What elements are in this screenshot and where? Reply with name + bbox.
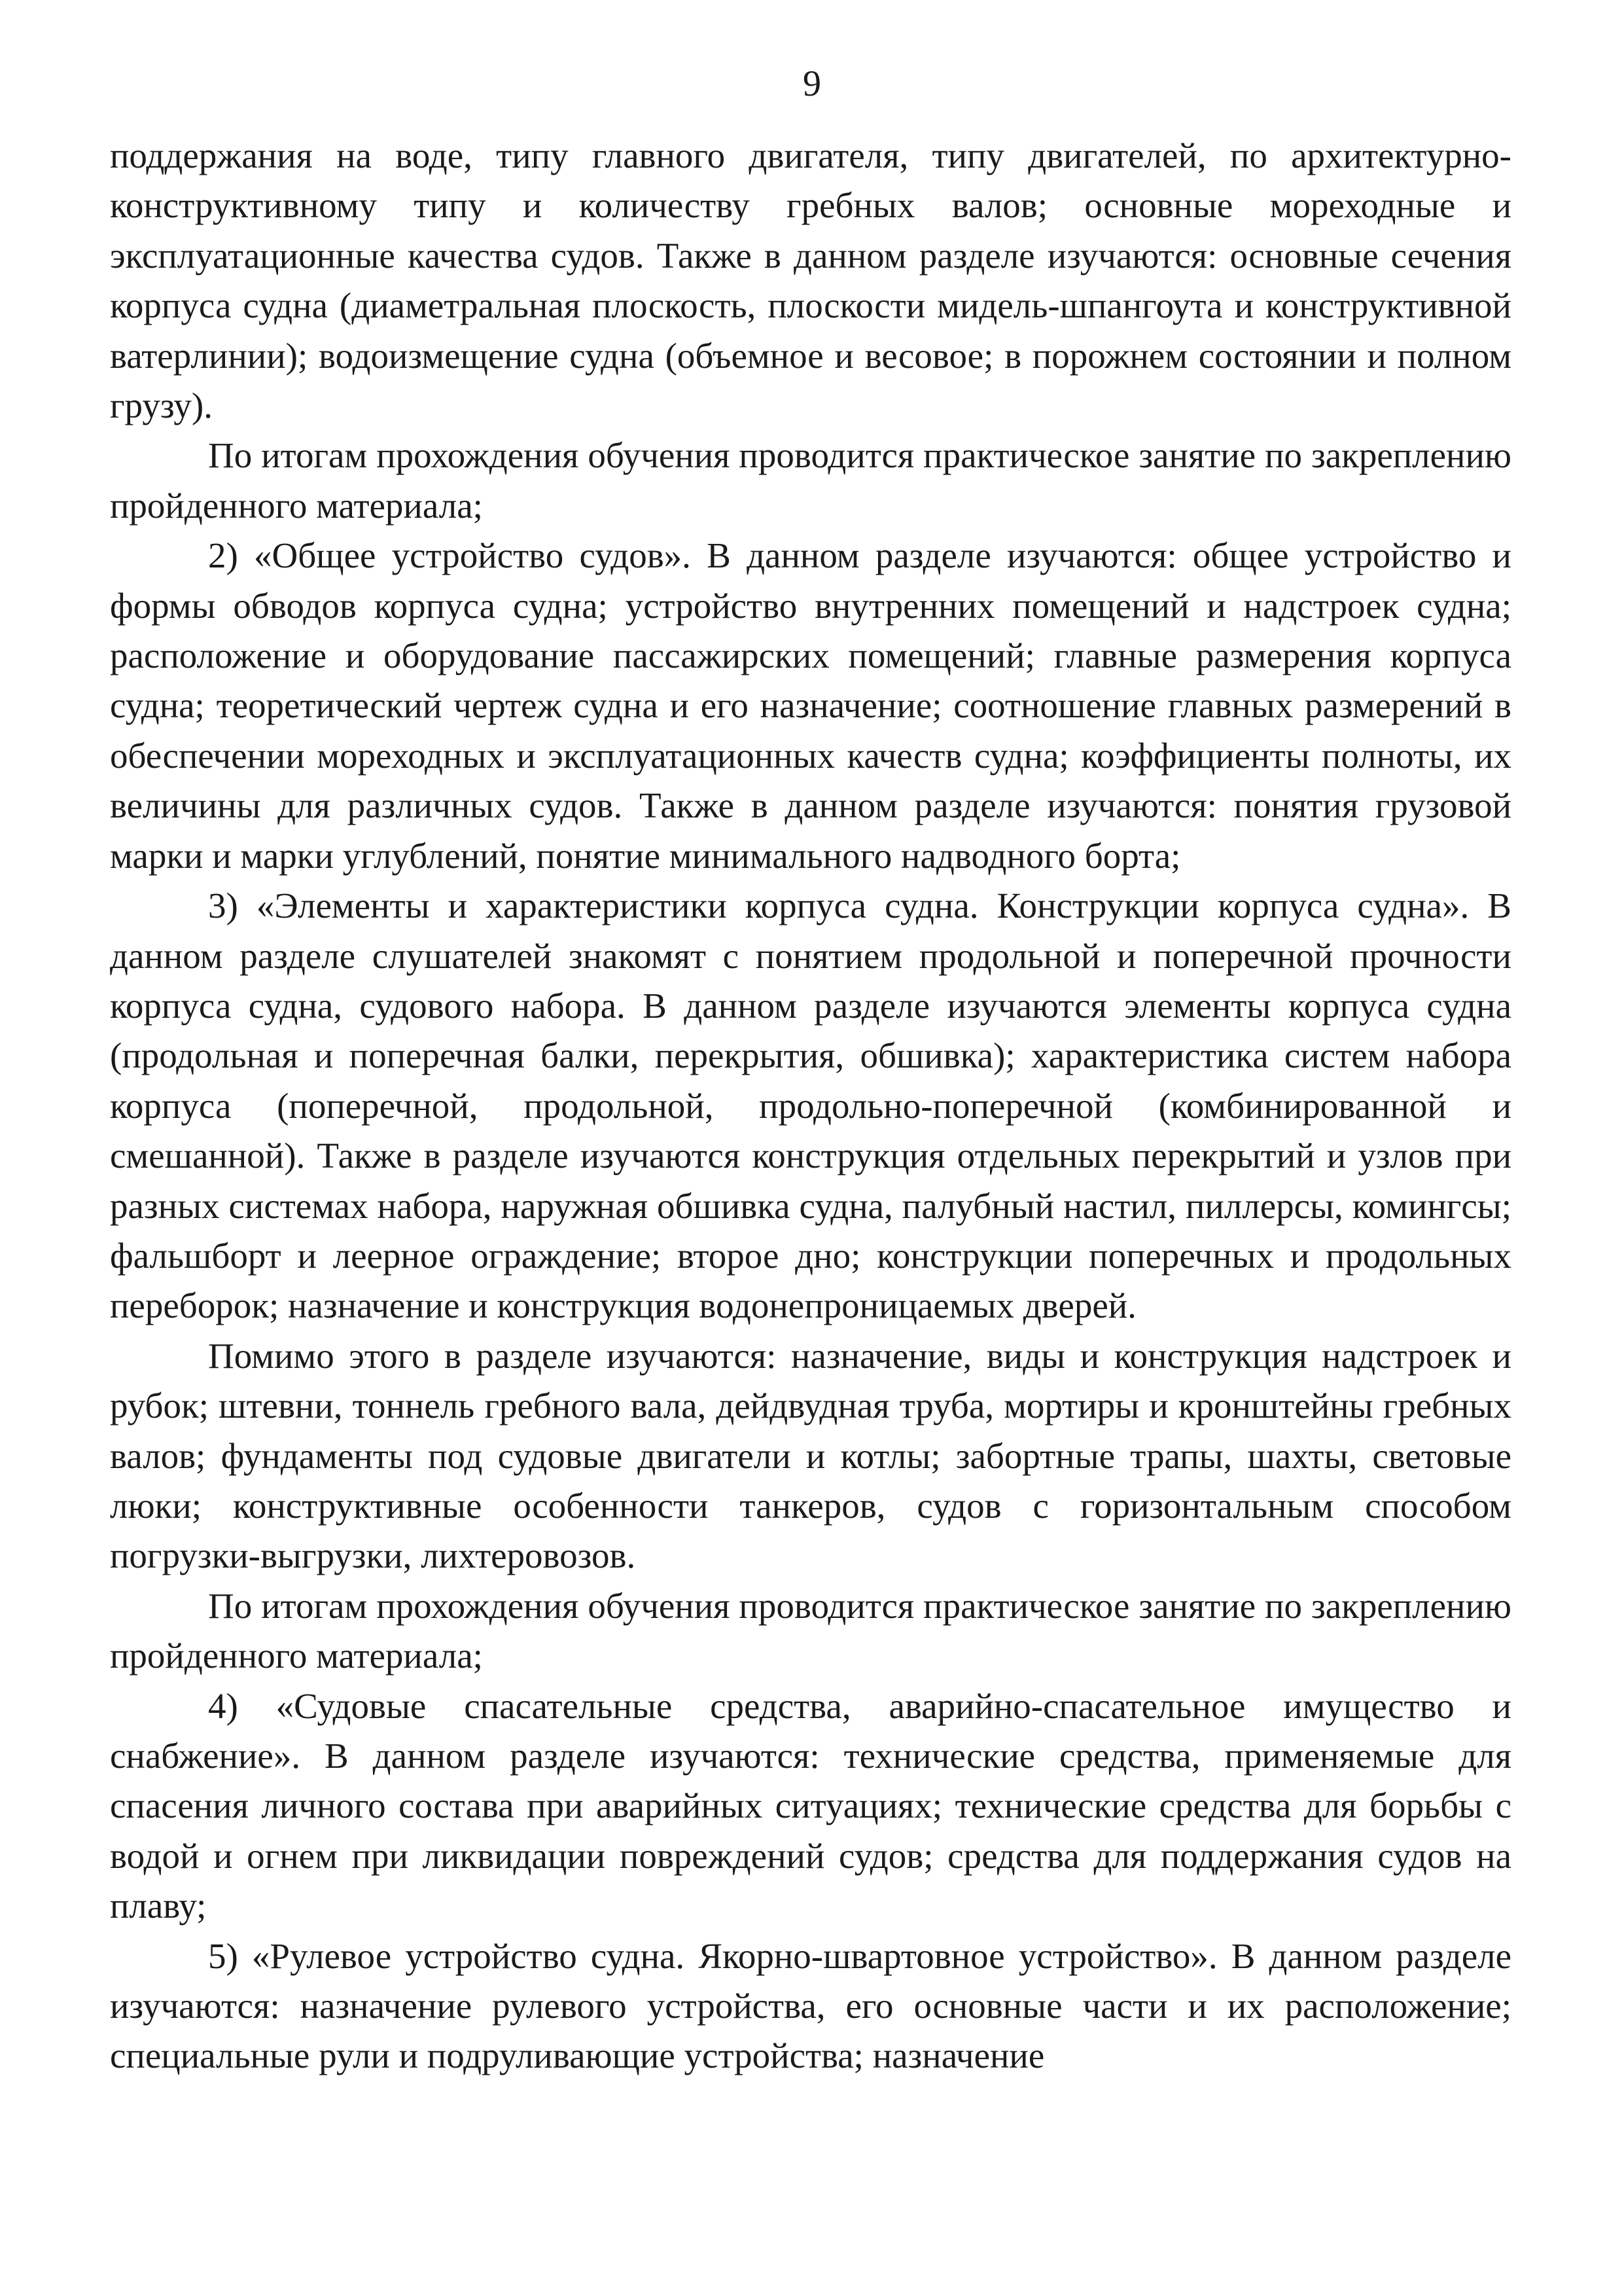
paragraph-section-2: 2) «Общее устройство судов». В данном разделе изучаются: общее устройство и формы обводов корпуса судна; устройство внутренних помещений и надстроек судна; расположение и оборудование пассажирских помещений; главные размерения корпуса судна; теоретический чертеж судна и его назначение; соотношение главных размерений в обеспечении мореходных и эксплуатационных качеств судна; коэффициенты полноты, их величины для различных судов. Также в данном разделе изучаются: понятия грузовой марки и марки углублений, понятие минимального надводного борта; xyxy=(110,535,1511,876)
paragraph-section-3-continued: Помимо этого в разделе изучаются: назначение, виды и конструкция надстроек и рубок; штевни, тоннель гребного вала, дейдвудная труба, мортиры и кронштейны гребных валов; фундаменты под судовые двигатели и котлы; забортные трапы, шахты, световые люки; конструктивные особенности танкеров, судов с горизонтальным способом погрузки-выгрузки, лихтеровозов. xyxy=(110,1335,1511,1576)
page-number: 9 xyxy=(803,63,821,104)
paragraph-section-5: 5) «Рулевое устройство судна. Якорно-швартовное устройство». В данном разделе изучаются: назначение рулевого устройства, его основные части и их расположение; специальные рули и подруливающие устройства; назначение xyxy=(110,1935,1511,2076)
paragraph-practice-note-2: По итогам прохождения обучения проводится практическое занятие по закреплению пройденного материала; xyxy=(110,1585,1511,1676)
paragraph-practice-note-1: По итогам прохождения обучения проводится практическое занятие по закреплению пройденного материала; xyxy=(110,435,1511,526)
paragraph-section-3: 3) «Элементы и характеристики корпуса судна. Конструкции корпуса судна». В данном разделе слушателей знакомят с понятием продольной и поперечной прочности корпуса судна, судового набора. В данном разделе изучаются элементы корпуса судна (продольная и поперечная балки, перекрытия, обшивка); характеристика систем набора корпуса (поперечной, продольной, продольно-поперечной (комбинированной и смешанной). Также в разделе изучаются конструкция отдельных перекрытий и узлов при разных системах набора, наружная обшивка судна, палубный настил, пиллерсы, комингсы; фальшборт и леерное ограждение; второе дно; конструкции поперечных и продольных переборок; назначение и конструкция водонепроницаемых дверей. xyxy=(110,886,1511,1326)
paragraph-continuation: поддержания на воде, типу главного двигателя, типу двигателей, по архитектурно-конструктивному типу и количеству гребных валов; основные мореходные и эксплуатационные качества судов. Также в данном разделе изучаются: основные сечения корпуса судна (диаметральная плоскость, плоскости мидель-шпангоута и конструктивной ватерлинии); водоизмещение судна (объемное и весовое; в порожнем состоянии и полном грузу). xyxy=(110,135,1511,426)
document-body xyxy=(110,131,1511,2081)
paragraph-section-4: 4) «Судовые спасательные средства, аварийно-спасательное имущество и снабжение». В данном разделе изучаются: технические средства, применяемые для спасения личного состава при аварийных ситуациях; технические средства для борьбы с водой и огнем при ликвидации повреждений судов; средства для поддержания судов на плаву; xyxy=(110,1685,1511,1926)
